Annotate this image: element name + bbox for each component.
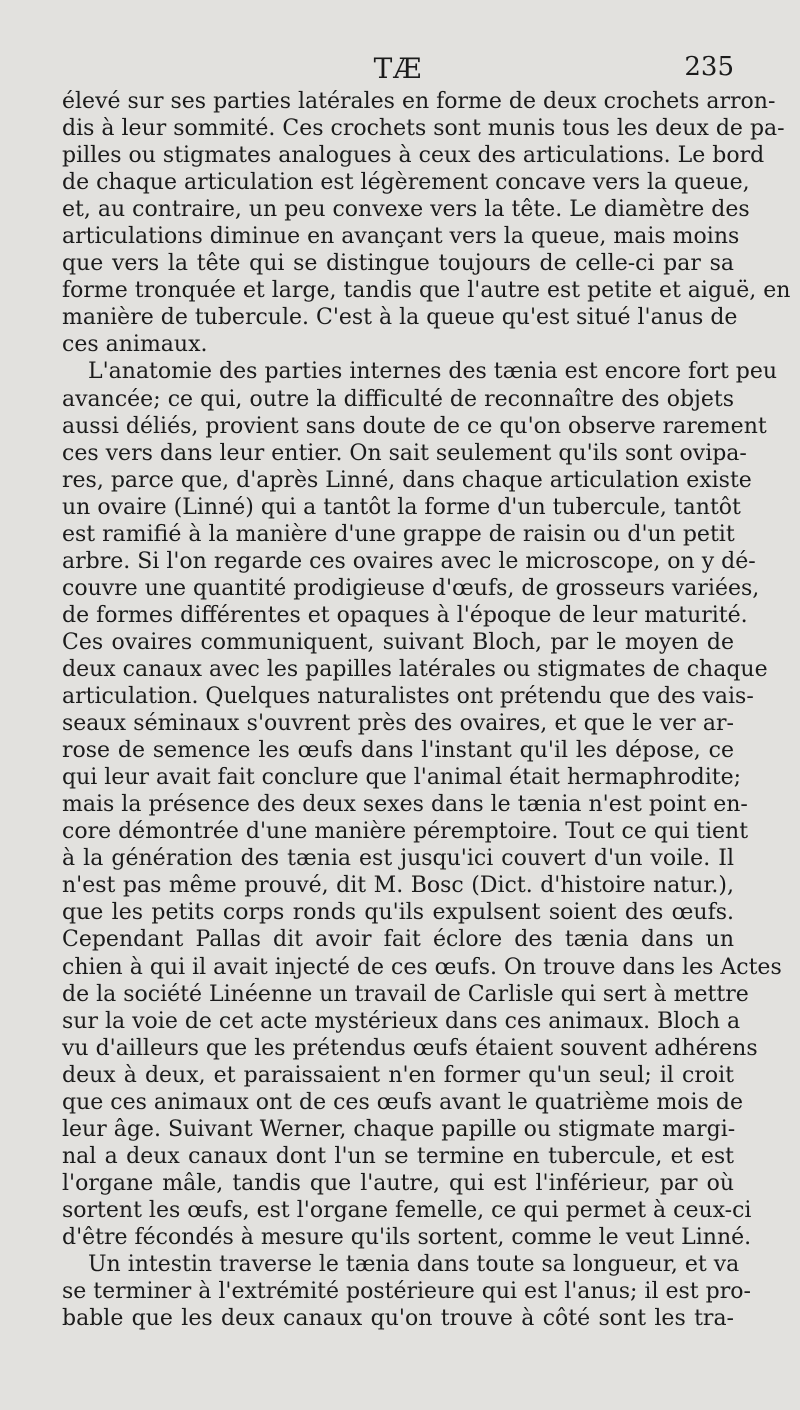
text-line: mais la présence des deux sexes dans le tænia n'est point en- — [62, 792, 748, 818]
text-line: à la génération des tænia est jusqu'ici couvert d'un voile. Il — [62, 846, 734, 872]
text-line: de la société Linéenne un travail de Carlisle qui sert à mettre — [62, 981, 749, 1007]
text-line: d'être fécondés à mesure qu'ils sortent, comme le veut Linné. — [62, 1224, 752, 1250]
text-line: et, au contraire, un peu convexe vers la tête. Le diamètre des — [62, 197, 750, 223]
page-number: 235 — [684, 52, 734, 82]
text-line: de formes différentes et opaques à l'époque de leur maturité. — [62, 602, 748, 628]
text-line: Un intestin traverse le tænia dans toute sa longueur, et va — [88, 1252, 740, 1278]
text-line: forme tronquée et large, tandis que l'autre est petite et aiguë, en — [62, 278, 791, 304]
text-line: avancée; ce qui, outre la difficulté de reconnaître des objets — [62, 386, 734, 412]
text-line: arbre. Si l'on regarde ces ovaires avec le microscope, on y dé- — [62, 548, 756, 574]
text-line: est ramifié à la manière d'une grappe de raisin ou d'un petit — [62, 521, 735, 547]
text-line: articulations diminue en avançant vers la queue, mais moins — [62, 224, 740, 250]
text-line: L'anatomie des parties internes des tænia est encore fort peu — [88, 359, 778, 385]
text-line: couvre une quantité prodigieuse d'œufs, de grosseurs variées, — [62, 575, 760, 601]
text-line: qui leur avait fait conclure que l'animal était hermaphrodite; — [62, 765, 742, 791]
text-line: deux canaux avec les papilles latérales ou stigmates de chaque — [62, 656, 768, 682]
text-line: deux à deux, et paraissaient n'en former qu'un seul; il croit — [62, 1062, 734, 1088]
text-line: ces animaux. — [62, 332, 208, 358]
text-line: Ces ovaires communiquent, suivant Bloch, par le moyen de — [62, 629, 734, 655]
text-line: leur âge. Suivant Werner, chaque papille ou stigmate margi- — [62, 1116, 736, 1142]
body-text — [62, 88, 791, 1332]
text-line: aussi déliés, provient sans doute de ce qu'on observe rarement — [62, 413, 767, 439]
text-line: dis à leur sommité. Ces crochets sont munis tous les deux de pa- — [62, 116, 785, 142]
text-line: que les petits corps ronds qu'ils expulsent soient des œufs. — [62, 900, 734, 926]
text-line: seaux séminaux s'ouvrent près des ovaires, et que le ver ar- — [62, 711, 734, 737]
text-line: un ovaire (Linné) qui a tantôt la forme d'un tubercule, tantôt — [62, 494, 741, 520]
text-line: sur la voie de cet acte mystérieux dans ces animaux. Bloch a — [62, 1008, 741, 1034]
text-line: élevé sur ses parties latérales en forme de deux crochets arron- — [62, 89, 776, 114]
text-line: que ces animaux ont de ces œufs avant le quatrième mois de — [62, 1089, 743, 1115]
text-line: articulation. Quelques naturalistes ont prétendu que des vais- — [62, 684, 754, 710]
text-line: core démontrée d'une manière péremptoire. Tout ce qui tient — [62, 819, 749, 845]
text-line: pilles ou stigmates analogues à ceux des articulations. Le bord — [62, 143, 765, 169]
text-line: de chaque articulation est légèrement concave vers la queue, — [62, 170, 750, 196]
running-header — [62, 50, 734, 90]
text-line: n'est pas même prouvé, dit M. Bosc (Dict. d'histoire natur.), — [62, 873, 734, 899]
text-line: rose de semence les œufs dans l'instant qu'il les dépose, ce — [62, 738, 734, 764]
text-line: res, parce que, d'après Linné, dans chaque articulation existe — [62, 467, 752, 493]
text-line: chien à qui il avait injecté de ces œufs. On trouve dans les Actes — [62, 954, 782, 980]
text-line: manière de tubercule. C'est à la queue qu'est situé l'anus de — [62, 305, 738, 331]
text-line: se terminer à l'extrémité postérieure qui est l'anus; il est pro- — [62, 1279, 751, 1305]
text-line: que vers la tête qui se distingue toujours de celle-ci par sa — [62, 251, 734, 277]
text-line: sortent les œufs, est l'organe femelle, ce qui permet à ceux-ci — [62, 1197, 752, 1223]
text-line: bable que les deux canaux qu'on trouve à côté sont les tra- — [62, 1306, 734, 1332]
text-line: nal a deux canaux dont l'un se termine en tubercule, et est — [62, 1143, 734, 1169]
running-title: TÆ — [373, 52, 423, 85]
text-line: vu d'ailleurs que les prétendus œufs étaient souvent adhérens — [62, 1035, 758, 1061]
text-line: ces vers dans leur entier. On sait seulement qu'ils sont ovipa- — [62, 440, 747, 466]
text-line: l'organe mâle, tandis que l'autre, qui est l'inférieur, par où — [62, 1170, 734, 1196]
text-line: Cependant Pallas dit avoir fait éclore des tænia dans un — [62, 927, 734, 953]
